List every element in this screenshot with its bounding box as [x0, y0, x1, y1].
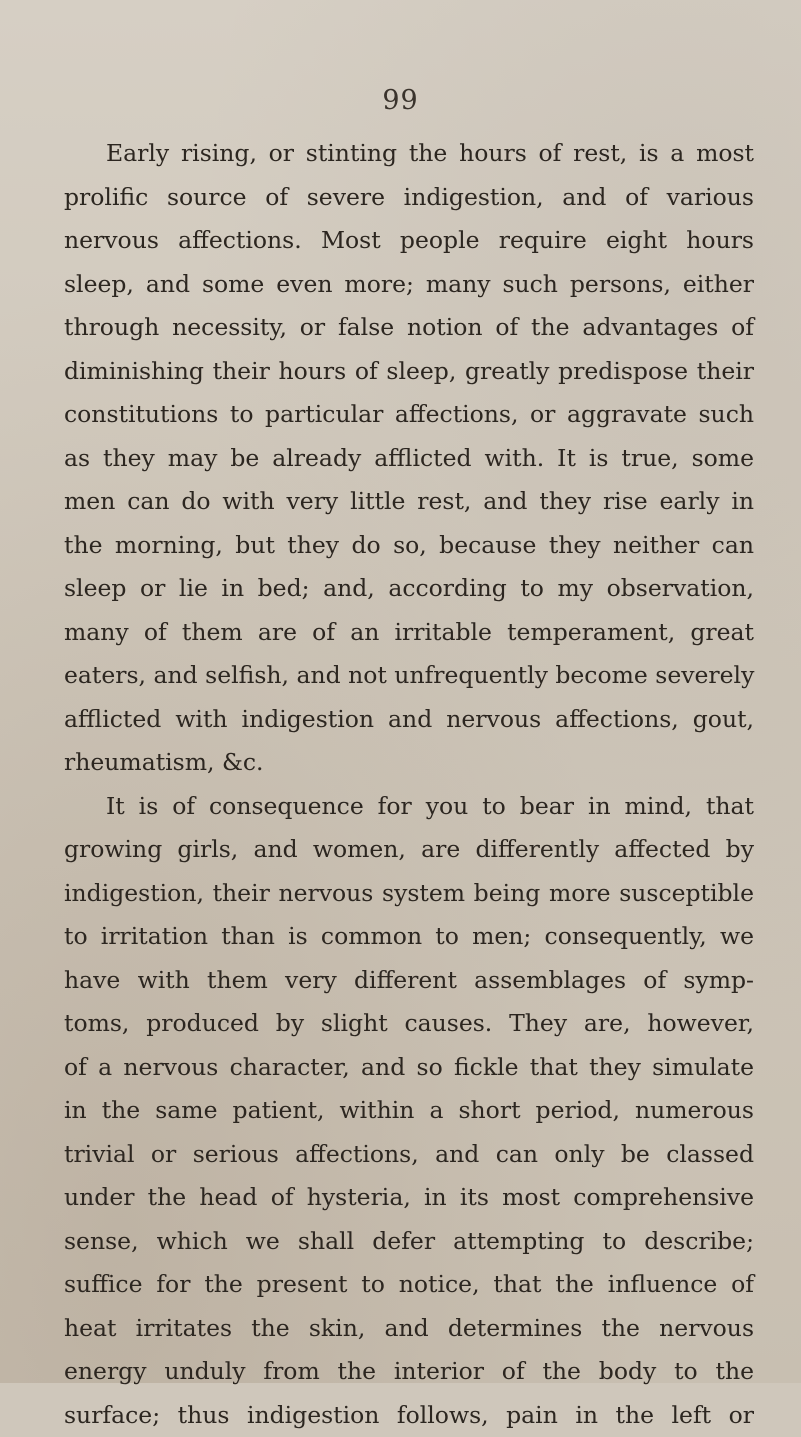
- text-line: energy unduly from the interior of the body to the: [64, 1350, 754, 1394]
- text-line: growing girls, and women, are differently affected by: [64, 828, 754, 872]
- body-text: [64, 132, 754, 1437]
- text-line: sense, which we shall defer attempting to describe;: [64, 1220, 754, 1264]
- text-line: indigestion, their nervous system being more susceptible: [64, 872, 754, 916]
- text-line: Early rising, or stinting the hours of rest, is a most: [64, 132, 754, 176]
- text-line: have with them very different assemblages of symp-: [64, 959, 754, 1003]
- text-line: toms, produced by slight causes. They are, however,: [64, 1002, 754, 1046]
- text-line: It is of consequence for you to bear in mind, that: [64, 785, 754, 829]
- text-line: of a nervous character, and so fickle that they simulate: [64, 1046, 754, 1090]
- text-line: trivial or serious affections, and can only be classed: [64, 1133, 754, 1177]
- text-line: in the same patient, within a short period, numerous: [64, 1089, 754, 1133]
- text-line: surface; thus indigestion follows, pain in the left or: [64, 1394, 754, 1437]
- text-line: the morning, but they do so, because they neither can: [64, 524, 754, 568]
- text-line: constitutions to particular affections, or aggravate such: [64, 393, 754, 437]
- text-line: through necessity, or false notion of the advantages of: [64, 306, 754, 350]
- text-line: suffice for the present to notice, that the influence of: [64, 1263, 754, 1307]
- page-number: 99: [0, 86, 801, 116]
- text-line: rheumatism, &c.: [64, 741, 754, 785]
- text-line: under the head of hysteria, in its most comprehensive: [64, 1176, 754, 1220]
- text-line: afflicted with indigestion and nervous affections, gout,: [64, 698, 754, 742]
- text-line: sleep, and some even more; many such persons, either: [64, 263, 754, 307]
- text-line: prolific source of severe indigestion, and of various: [64, 176, 754, 220]
- text-line: sleep or lie in bed; and, according to my observation,: [64, 567, 754, 611]
- text-line: diminishing their hours of sleep, greatly predispose their: [64, 350, 754, 394]
- text-line: eaters, and selfish, and not unfrequently become severely: [64, 654, 754, 698]
- text-line: many of them are of an irritable temperament, great: [64, 611, 754, 655]
- text-line: as they may be already afflicted with. It is true, some: [64, 437, 754, 481]
- text-line: nervous affections. Most people require eight hours: [64, 219, 754, 263]
- text-line: men can do with very little rest, and they rise early in: [64, 480, 754, 524]
- text-line: heat irritates the skin, and determines the nervous: [64, 1307, 754, 1351]
- text-line: to irritation than is common to men; consequently, we: [64, 915, 754, 959]
